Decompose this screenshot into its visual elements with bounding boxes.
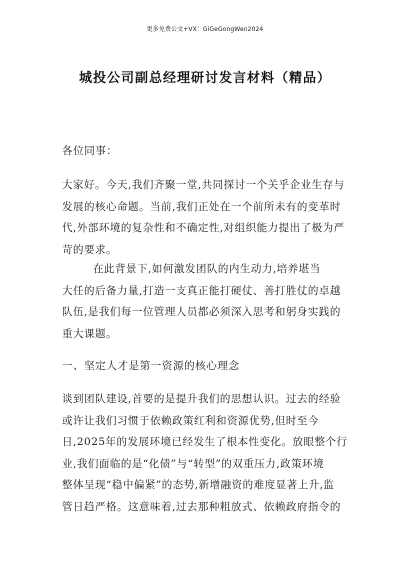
text-line — [62, 259, 352, 281]
text-line: 业,我们面临的是“化债”与“转型”的双重压力,政策环境 — [62, 457, 325, 470]
text-line: 大任的后备力量,打造一支真正能打硬仗、善打胜仗的卓越 — [62, 284, 341, 297]
text-line: 重大课题。 — [62, 327, 117, 340]
document-title: 城投公司副总经理研讨发言材料（精品） — [78, 71, 331, 86]
text-line: 苛的要求。 — [62, 243, 117, 256]
text-line: 发展的核心命题。当前,我们正处在一个前所未有的变革时 — [62, 200, 341, 213]
text-line-content: 在此背景下,如何激发团队的内生动力,培养堪当 — [93, 263, 321, 275]
text-line: 大家好。今天,我们齐聚一堂,共同探讨一个关乎企业生存与 — [62, 179, 345, 191]
header-note: 更多免费公文+VX：GiGeGongWen2024 — [146, 26, 264, 33]
greeting: 各位同事： — [62, 145, 118, 157]
paragraph-intro — [62, 175, 352, 261]
text-line: 队伍,是我们每一位管理人员都必须深入思考和躬身实践的 — [62, 306, 341, 318]
text-line: 或许让我们习惯于依赖政策红利和资源优势,但时至今 — [62, 414, 319, 427]
text-line: 整体呈现“稳中偏紧”的态势,新增融资的难度显著上升,监 — [62, 479, 335, 491]
text-line: 代,外部环境的复杂性和不确定性,对组织能力提出了极为严 — [62, 222, 345, 234]
paragraph-section1 — [62, 389, 352, 518]
section-heading: 一、坚定人才是第一资源的核心理念 — [62, 360, 240, 372]
text-line: 谈到团队建设,首要的是提升我们的思想认识。过去的经验 — [62, 393, 341, 405]
text-line: 管日趋严格。这意味着,过去那种粗放式、依赖政府指令的 — [62, 500, 341, 513]
text-line: 日,2025年的发展环境已经发生了根本性变化。放眼整个行 — [62, 436, 348, 448]
paragraph-context — [62, 259, 352, 345]
